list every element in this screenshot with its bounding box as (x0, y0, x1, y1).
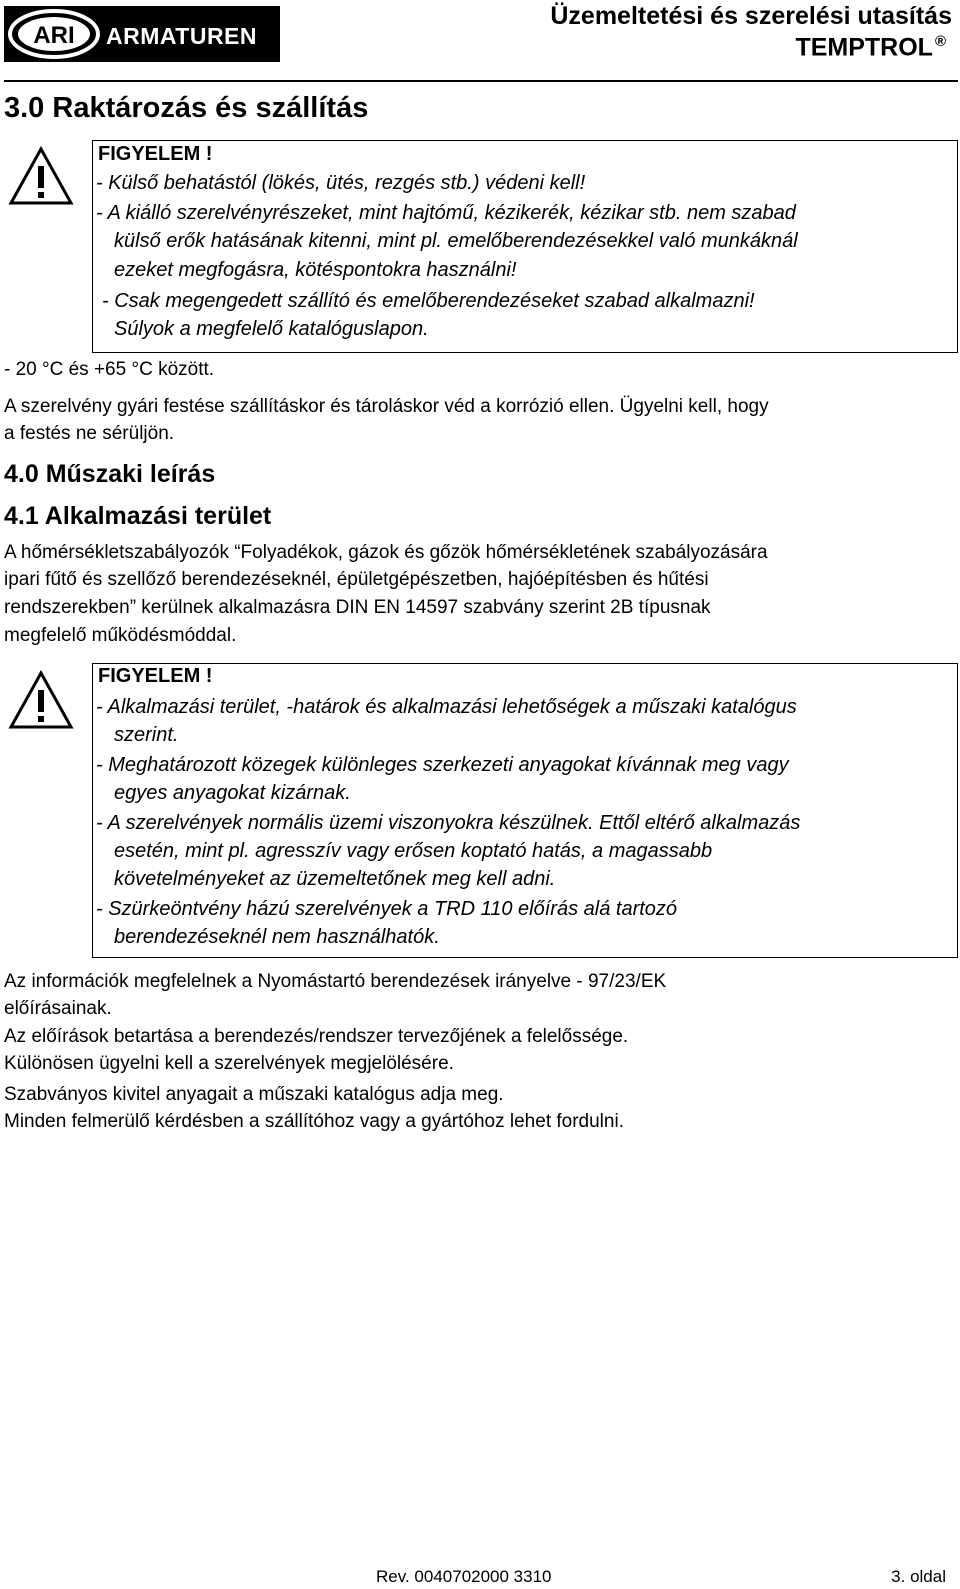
application-area-heading: 4.1 Alkalmazási terület (4, 502, 272, 530)
svg-text:ARMATUREN: ARMATUREN (106, 23, 258, 49)
warning-line: - Alkalmazási terület, -határok és alkalmazási lehetőségek a műszaki katalógus (96, 696, 797, 718)
technical-description-heading: 4.0 Műszaki leírás (4, 460, 216, 488)
warning-line: - A szerelvények normális üzemi viszonyokra készülnek. Ettől eltérő alkalmazás (96, 812, 801, 834)
product-model-name: TEMPTROL (795, 33, 933, 62)
warning-line: - Külső behatástól (lökés, ütés, rezgés stb.) védeni kell! (96, 172, 586, 194)
info-text-line: Szabványos kivitel anyagait a műszaki katalógus adja meg. (4, 1084, 504, 1105)
info-text-line: Minden felmerülő kérdésben a szállítóhoz vagy a gyártóhoz lehet fordulni. (4, 1111, 624, 1132)
paint-text-line: A szerelvény gyári festése szállításkor és tároláskor véd a korrózió ellen. Ügyelni kell, hogy (4, 396, 769, 417)
info-text-line: Az előírások betartása a berendezés/rendszer tervezőjének a felelőssége. (4, 1026, 629, 1047)
page-number: 3. oldal (891, 1567, 946, 1586)
warning-title: FIGYELEM ! (98, 143, 213, 165)
warning-line: követelményeket az üzemeltetőnek meg kell adni. (114, 868, 556, 890)
warning-line: - Csak megengedett szállító és emelőberendezéseket szabad alkalmazni! (102, 290, 755, 312)
info-text-line: Az információk megfelelnek a Nyomástartó berendezések irányelve - 97/23/EK (4, 971, 667, 992)
application-text-line: megfelelő működésmóddal. (4, 625, 237, 646)
warning-line: egyes anyagokat kizárnak. (114, 782, 351, 804)
revision-number: Rev. 0040702000 3310 (376, 1567, 552, 1586)
warning-line: berendezéseknél nem használhatók. (114, 926, 440, 948)
paint-text-line: a festés ne sérüljön. (4, 423, 175, 444)
warning-line: - Meghatározott közegek különleges szerkezeti anyagokat kívánnak meg vagy (96, 754, 789, 776)
header-divider (4, 80, 958, 82)
warning-line: ezeket megfogásra, kötéspontokra használni! (114, 259, 517, 281)
warning-triangle-icon (8, 670, 74, 730)
info-text-line: Különösen ügyelni kell a szerelvények megjelölésére. (4, 1053, 454, 1074)
warning-line: - A kiálló szerelvényrészeket, mint hajtómű, kézikerék, kézikar stb. nem szabad (96, 202, 796, 224)
ari-armaturen-logo (4, 6, 280, 62)
logo-mark-text: ARI (33, 22, 75, 49)
info-text-line: előírásainak. (4, 998, 112, 1019)
storage-heading: 3.0 Raktározás és szállítás (4, 92, 369, 124)
warning-title: FIGYELEM ! (98, 665, 213, 687)
warning-line: külső erők hatásának kitenni, mint pl. emelőberendezésekkel való munkáknál (114, 230, 798, 252)
warning-line: - Szürkeöntvény házú szerelvények a TRD 110 előírás alá tartozó (96, 898, 678, 920)
warning-line: szerint. (114, 724, 179, 746)
application-text-line: A hőmérsékletszabályozók “Folyadékok, gázok és gőzök hőmérsékletének szabályozására (4, 542, 768, 563)
application-text-line: rendszerekben” kerülnek alkalmazásra DIN EN 14597 szabvány szerint 2B típusnak (4, 597, 711, 618)
warning-line: Súlyok a megfelelő katalóguslapon. (114, 318, 429, 340)
document-title: Üzemeltetési és szerelési utasítás (550, 2, 952, 30)
warning-triangle-icon (8, 146, 74, 206)
temperature-range: - 20 °C és +65 °C között. (4, 359, 215, 380)
warning-line: esetén, mint pl. agresszív vagy erősen koptató hatás, a magassabb (114, 840, 713, 862)
registered-mark: ® (934, 33, 946, 50)
application-text-line: ipari fűtő és szellőző berendezéseknél, épületgépészetben, hajóépítésben és hűtési (4, 569, 709, 590)
product-model (795, 33, 946, 62)
